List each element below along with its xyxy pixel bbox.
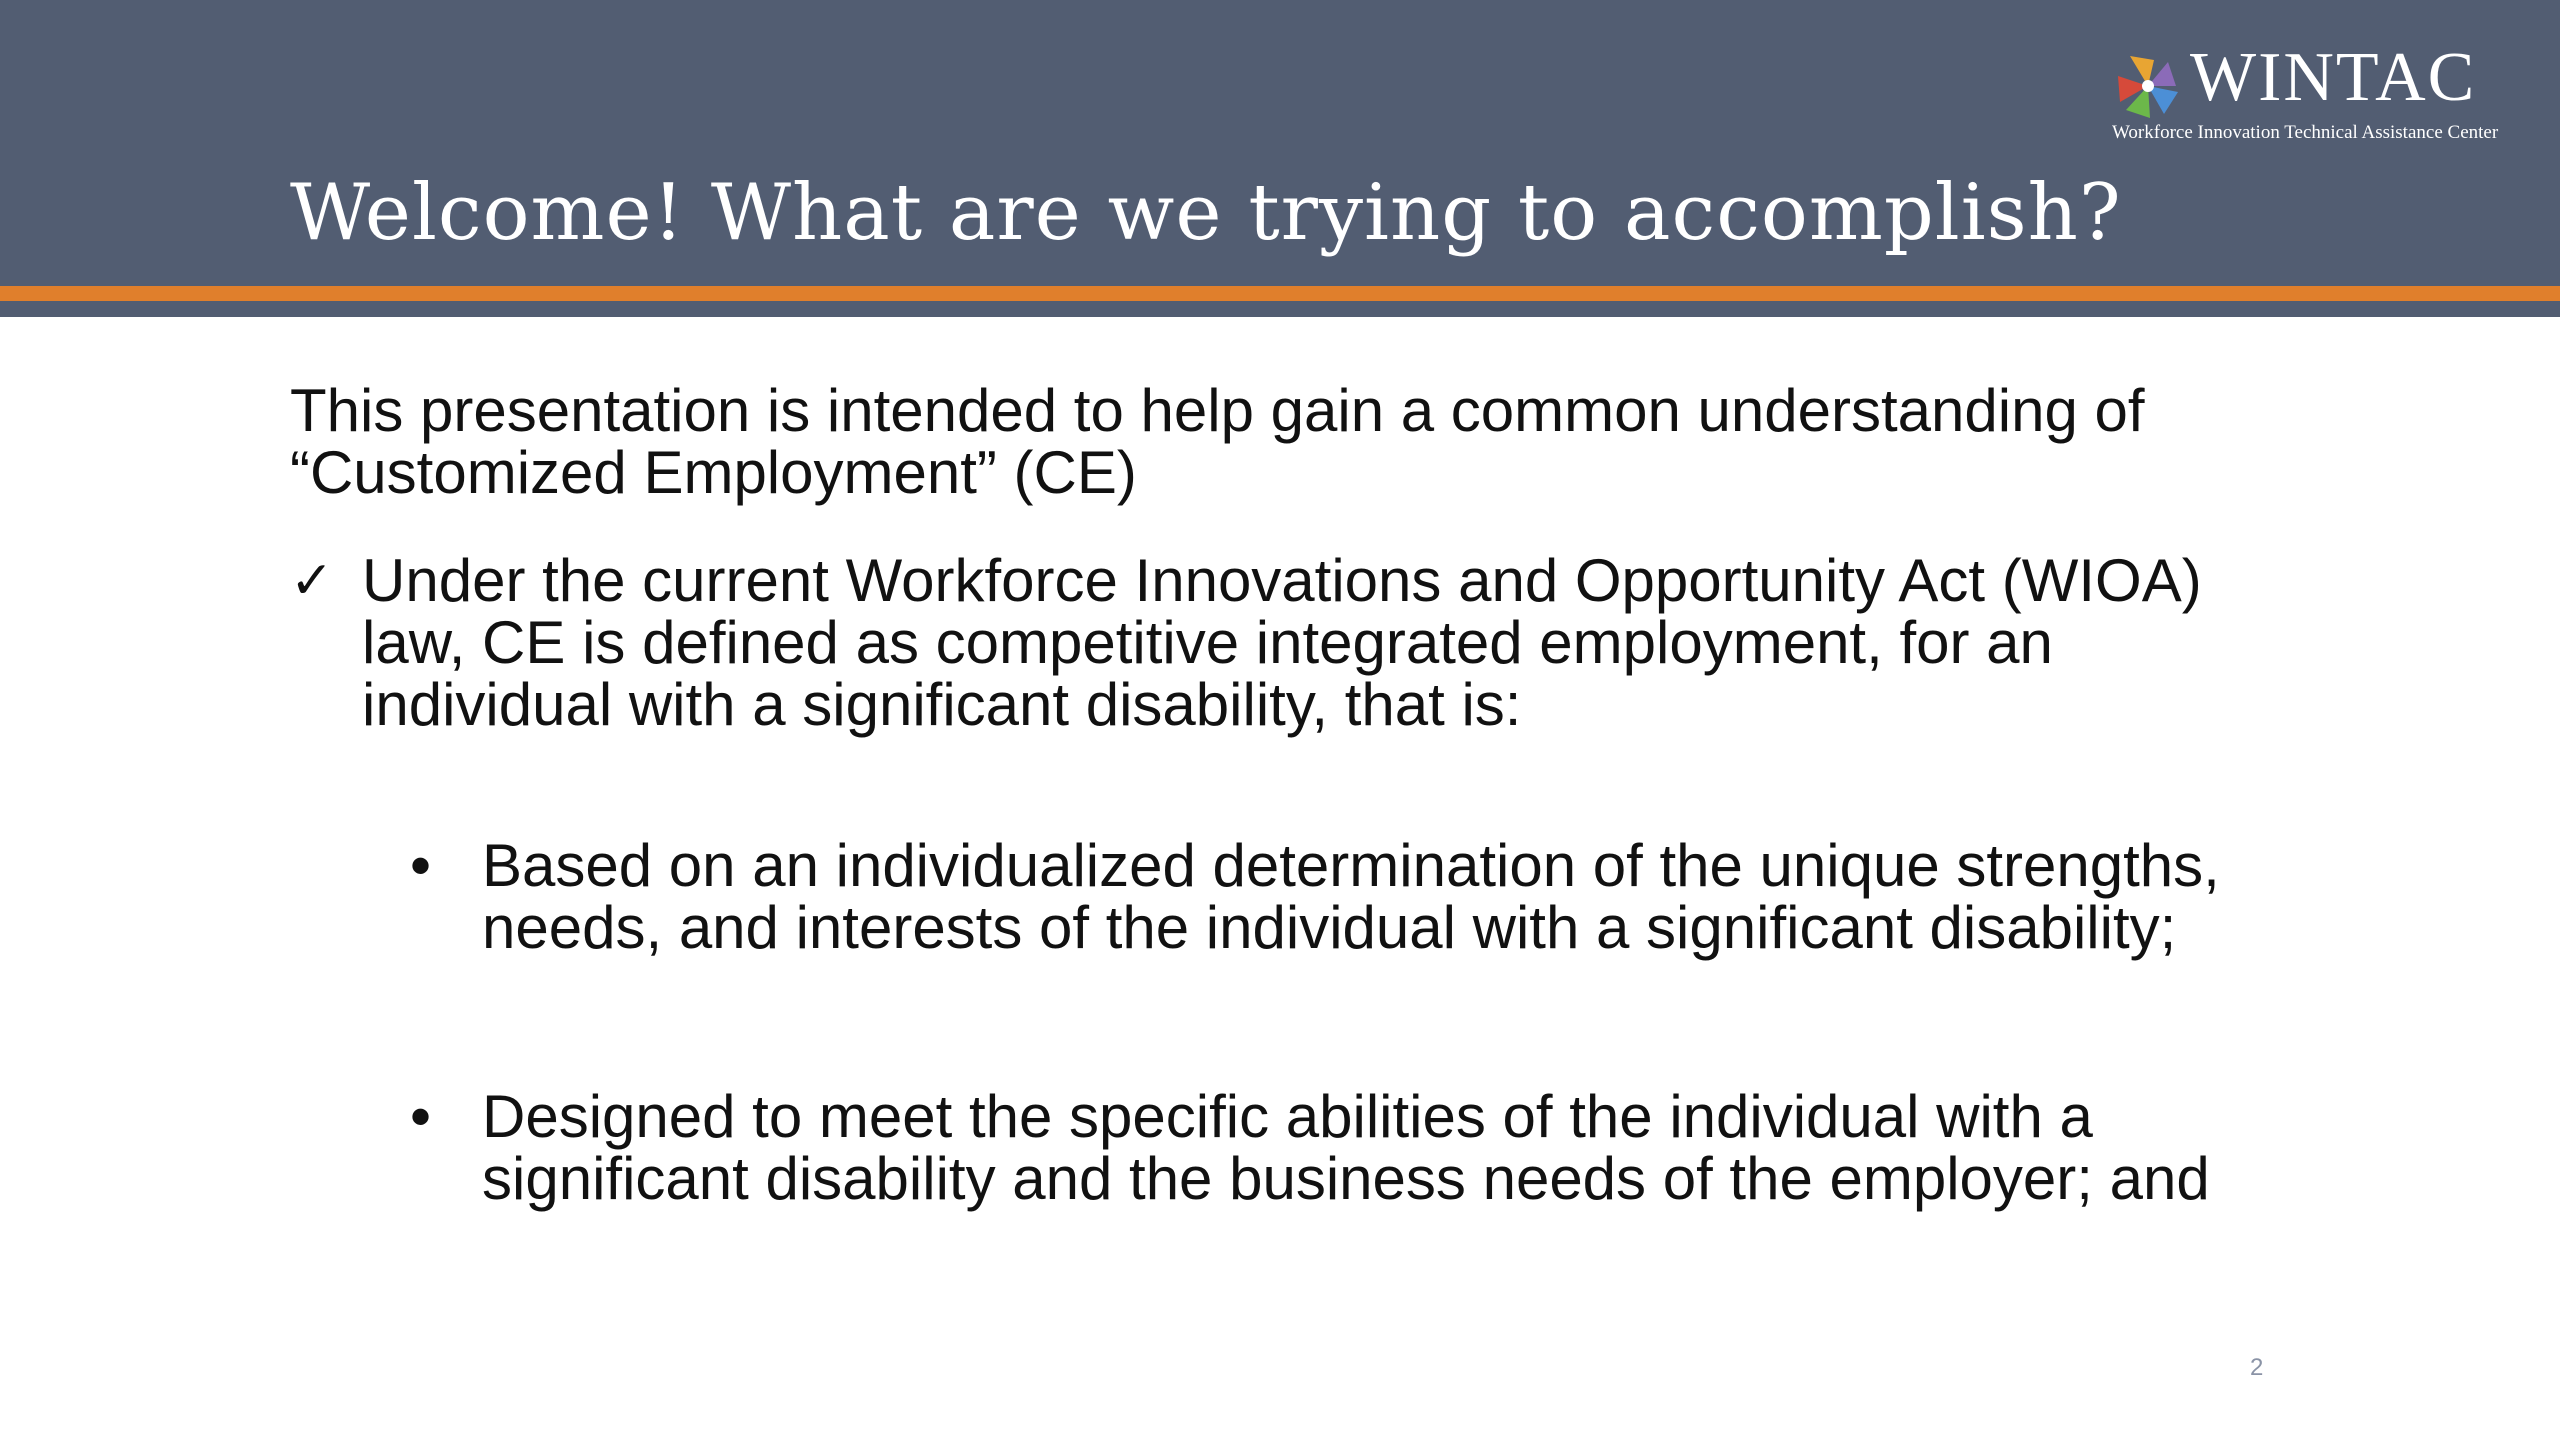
slide-title: Welcome! What are we trying to accomplish?	[290, 168, 2122, 258]
intro-paragraph: This presentation is intended to help gain a common understanding of “Customized Employment” (CE)	[290, 377, 2145, 506]
logo-wordmark: WINTAC	[2190, 39, 2477, 116]
bullet-text: Designed to meet the specific abilities of the individual with a significant disability and the business needs of the employer; and	[482, 1083, 2210, 1212]
wintac-logo	[2110, 39, 2530, 154]
check-item-text: Under the current Workforce Innovations and Opportunity Act (WIOA) law, CE is defined as competitive integrated employment, for an individual with a significant disability, that is:	[362, 547, 2202, 738]
bullet-icon: •	[410, 832, 432, 899]
bullet-icon: •	[410, 1083, 432, 1150]
header-underline	[0, 301, 2560, 317]
bullet-text: Based on an individualized determination of the unique strengths, needs, and interests of the individual with a significant disability;	[482, 832, 2220, 961]
checkmark-icon: ✓	[290, 551, 334, 611]
logo-tagline: Workforce Innovation Technical Assistance Center	[2112, 122, 2499, 143]
page-number: 2	[2250, 1354, 2264, 1381]
pinwheel-logo-icon	[2110, 48, 2186, 124]
accent-stripe	[0, 286, 2560, 301]
